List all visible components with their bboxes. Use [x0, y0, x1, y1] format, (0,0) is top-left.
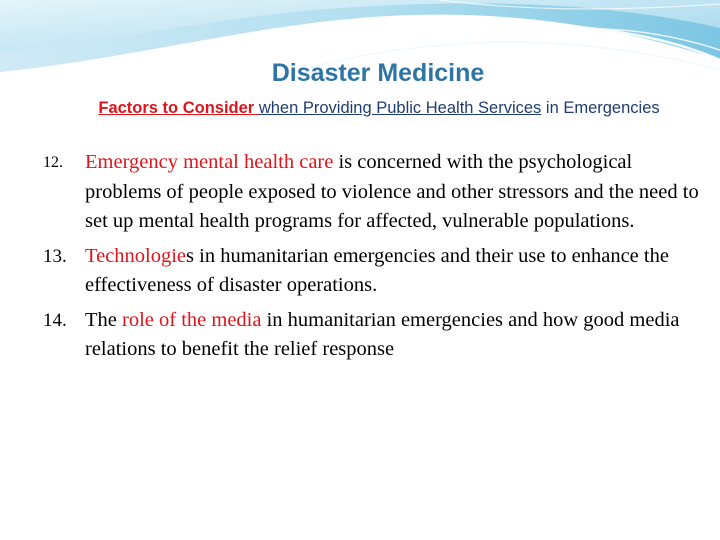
- slide-title: Disaster Medicine: [271, 59, 485, 87]
- list-item: [43, 306, 703, 365]
- factors-list: [43, 148, 703, 370]
- list-item-text: is concerned with the psychological problems of people exposed to violence and other stressors and the need to set up mental health programs for affected, vulnerable populations.: [85, 151, 699, 232]
- subtitle-underlined-text: when Providing Public Health Services: [258, 99, 542, 117]
- list-item-text: s in humanitarian emergencies and their use to enhance the effectiveness of disaster operations.: [85, 244, 669, 296]
- list-item-number: 13.: [43, 245, 67, 267]
- list-item-number: 14.: [43, 309, 67, 331]
- slide-subtitle: [0, 97, 720, 119]
- list-item-term: Technologie: [85, 244, 187, 267]
- list-item-text: in humanitarian emergencies and how good media relations to benefit the relief response: [85, 308, 680, 360]
- list-item: [43, 148, 703, 237]
- subtitle-highlight: Factors to Consider: [98, 99, 259, 117]
- subtitle-plain-text: in Emergencies: [541, 99, 660, 117]
- list-item-number: 12.: [43, 154, 63, 171]
- list-item: [43, 242, 703, 301]
- list-item-prefix: The: [85, 308, 122, 331]
- list-item-term: role of the media: [122, 308, 262, 331]
- decorative-wave-header: [0, 0, 720, 110]
- list-item-term: Emergency mental health care: [85, 151, 334, 173]
